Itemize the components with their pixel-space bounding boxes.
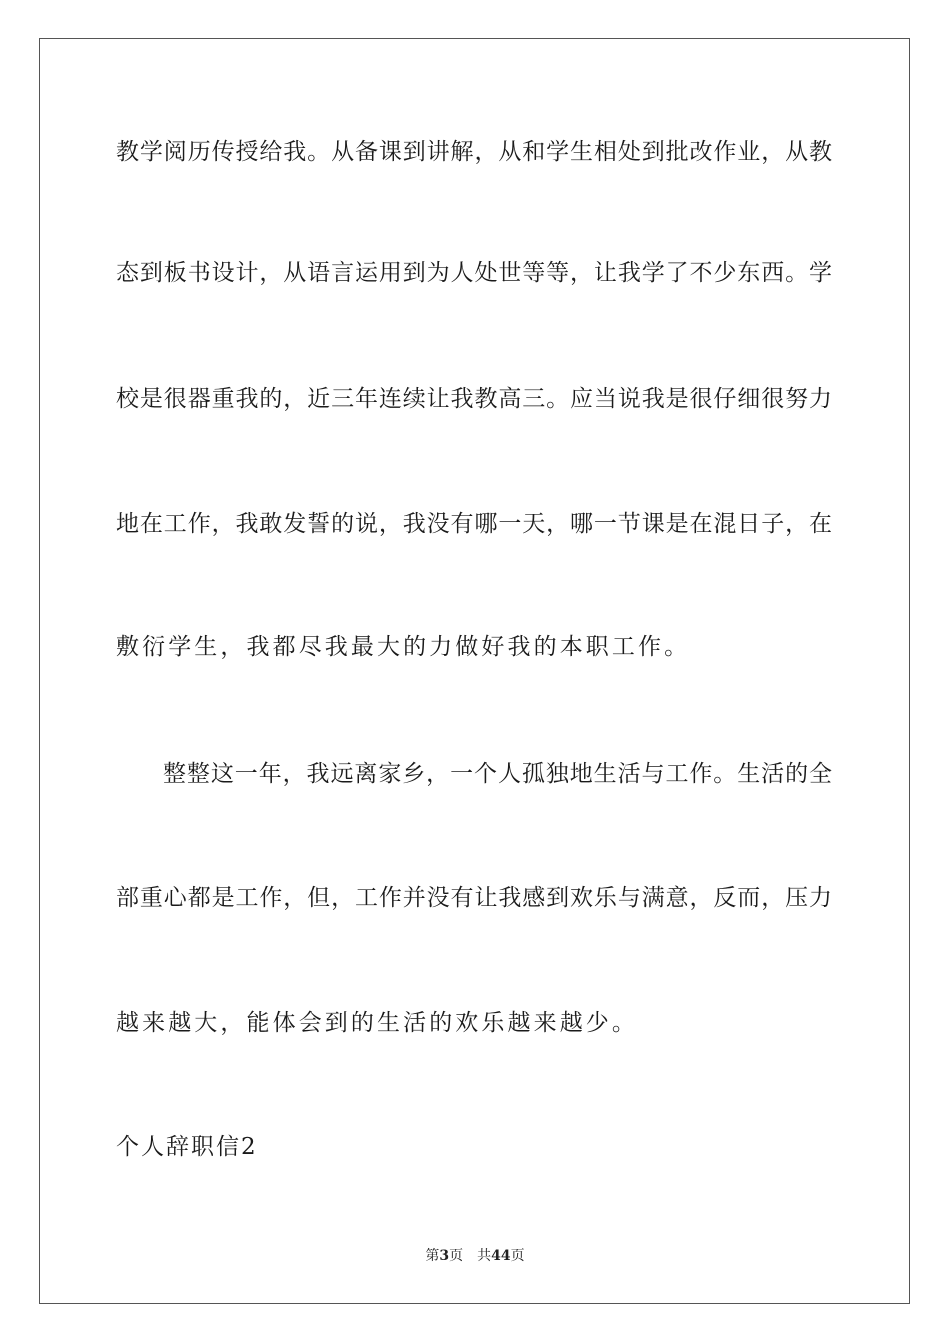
body-text-line-2: 态到板书设计，从语言运用到为人处世等等，让我学了不少东西。学 (116, 260, 832, 286)
footer-total-pages: 44 (491, 1248, 511, 1264)
body-text-line-5: 敷衍学生，我都尽我最大的力做好我的本职工作。 (116, 634, 691, 660)
paragraph-2-line-3: 越来越大，能体会到的生活的欢乐越来越少。 (116, 1010, 638, 1036)
page-border (39, 38, 910, 1304)
paragraph-2-line-1: 整整这一年，我远离家乡，一个人孤独地生活与工作。生活的全 (163, 761, 832, 787)
footer-page-prefix: 第 (425, 1248, 440, 1264)
section-heading: 个人辞职信2 (116, 1134, 258, 1160)
body-text-line-4: 地在工作，我敢发誓的说，我没有哪一天，哪一节课是在混日子，在 (116, 511, 832, 537)
paragraph-2-line-2: 部重心都是工作，但，工作并没有让我感到欢乐与满意，反而，压力 (116, 885, 832, 911)
page-footer (0, 1247, 950, 1265)
body-text-line-1: 教学阅历传授给我。从备课到讲解，从和学生相处到批改作业，从教 (116, 139, 832, 165)
body-text-line-3: 校是很器重我的，近三年连续让我教高三。应当说我是很仔细很努力 (116, 386, 832, 412)
footer-total-suffix: 页 (510, 1248, 525, 1264)
footer-page-number: 3 (439, 1248, 450, 1264)
footer-page-suffix: 页 (449, 1248, 464, 1264)
footer-total-prefix: 共 (477, 1248, 492, 1264)
